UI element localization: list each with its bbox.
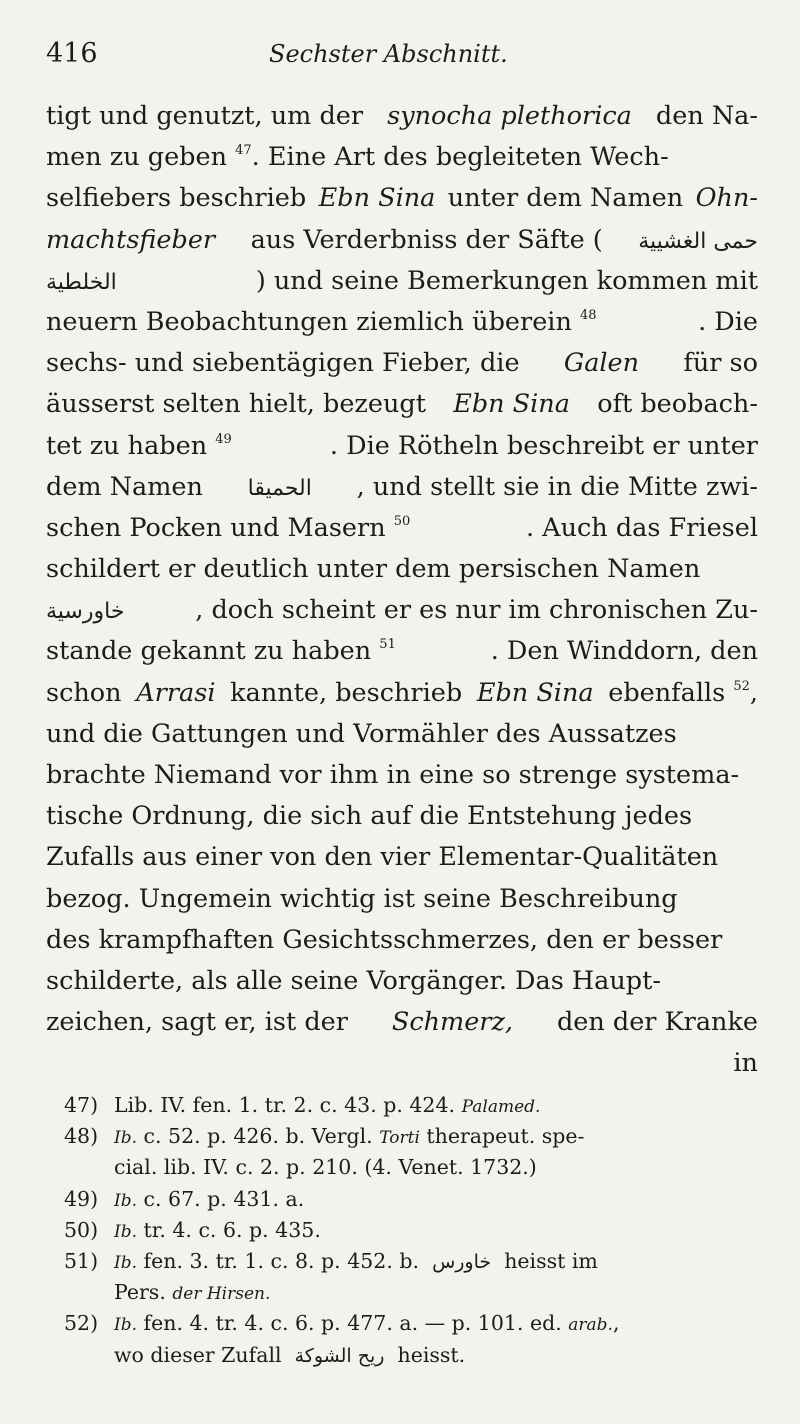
text-line: dem Namen الحميقا , und stellt sie in die Mitte zwi- — [46, 467, 758, 508]
footnote-ref: 48 — [580, 307, 597, 323]
text-line: und die Gattungen und Vormähler des Aussatzes — [46, 718, 677, 749]
footnote-49: 49) Ib. c. 67. p. 431. a. — [64, 1186, 305, 1211]
text-line: schildert er deutlich unter dem persischen Namen — [46, 554, 701, 585]
arabic-term: ريح الشوكة — [294, 1344, 385, 1367]
footnote-51-continued: Pers. der Hirsen. — [114, 1280, 271, 1305]
text-line: sechs- und siebentägigen Fieber, die Galen für so — [46, 348, 758, 379]
text-line: tigt und genutzt, um der synocha plethorica den Na- — [46, 101, 758, 131]
text-line: machtsfieber aus Verderbniss der Säfte ( حمى الغشيية — [46, 220, 758, 261]
footnote-ref: 50 — [393, 513, 411, 529]
page-number: 416 — [46, 38, 98, 69]
footnote-48-continued: cial. lib. IV. c. 2. p. 210. (4. Venet. 1732.) — [114, 1155, 537, 1180]
text-line: zeichen, sagt er, ist der Schmerz, den der Kranke — [46, 1007, 758, 1038]
footnote-51: 51) Ib. fen. 3. tr. 1. c. 8. p. 452. b. خاورس heisst im — [64, 1248, 598, 1273]
text-line: men zu geben $^{47}$. Eine Art des begleiteten Wech- — [46, 142, 669, 173]
text-line: neuern Beobachtungen ziemlich überein $^{48}$ . Die — [46, 306, 758, 337]
text-line: Zufalls aus einer von den vier Elementar-Qualitäten — [46, 842, 719, 873]
arabic-term: الخلطية — [46, 269, 117, 295]
text-line: bezog. Ungemein wichtig ist seine Beschreibung — [46, 883, 678, 914]
text-line: الخلطية ) und seine Bemerkungen kommen mit — [46, 261, 758, 302]
text-line: schilderte, als alle seine Vorgänger. Das Haupt- — [46, 965, 661, 996]
footnote-52-continued: wo dieser Zufall ريح الشوكة heisst. — [114, 1342, 466, 1367]
footnote-ref: 49 — [215, 431, 232, 447]
arabic-term: الحميقا — [247, 475, 312, 501]
arabic-term: حمى الغشيية — [638, 228, 758, 254]
text-line: tet zu haben $^{49}$ . Die Rötheln beschreibt er unter — [46, 430, 758, 461]
text-line: schen Pocken und Masern $^{50}$ . Auch das Friesel — [46, 512, 758, 543]
running-head: Sechster Abschnitt. — [269, 40, 508, 68]
text-line: äusserst selten hielt, bezeugt Ebn Sina oft beobach- — [46, 389, 758, 420]
footnote-ref: 51 — [379, 637, 396, 653]
text-line: schon Arrasi kannte, beschrieb Ebn Sina ebenfalls $^{52}$, — [46, 677, 758, 708]
footnotes — [64, 1090, 758, 1371]
footnote-47: 47) Lib. IV. fen. 1. tr. 2. c. 43. p. 424. Palamed. — [64, 1093, 541, 1117]
arabic-term: خاورسية — [46, 599, 125, 625]
text-line: brachte Niemand vor ihm in eine so strenge systema- — [46, 760, 740, 790]
text-line: خاورسية , doch scheint er es nur im chronischen Zu- — [46, 590, 758, 631]
text-line: stande gekannt zu haben $^{51}$ . Den Winddorn, den — [46, 636, 758, 667]
footnote-ref: 52 — [733, 678, 750, 694]
text-line: des krampfhaften Gesichtsschmerzes, den er besser — [46, 924, 723, 955]
footnote-48: 48) Ib. c. 52. p. 426. b. Vergl. Torti therapeut. spe- — [64, 1124, 585, 1149]
text-line: tische Ordnung, die sich auf die Entstehung jedes — [46, 801, 693, 832]
arabic-term: خاورس — [432, 1250, 492, 1273]
body-text — [46, 96, 758, 1085]
footnote-ref: 47 — [235, 143, 252, 159]
catchword: in — [733, 1048, 758, 1079]
page-header — [46, 38, 754, 88]
footnote-50: 50) Ib. tr. 4. c. 6. p. 435. — [64, 1217, 321, 1242]
text-line: selfiebers beschrieb Ebn Sina unter dem Namen Ohn- — [46, 183, 758, 214]
footnote-52: 52) Ib. fen. 4. tr. 4. c. 6. p. 477. a. — p. 101. ed. arab., — [64, 1311, 620, 1336]
